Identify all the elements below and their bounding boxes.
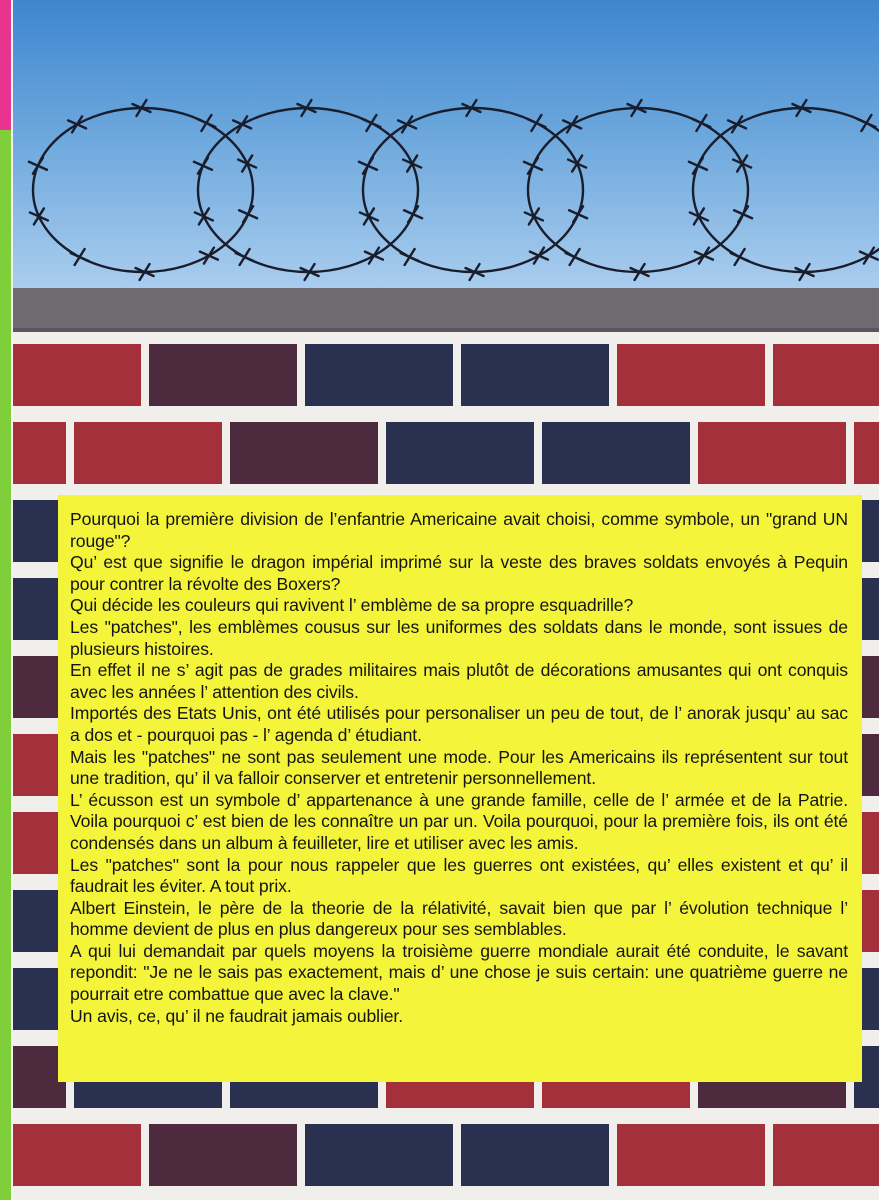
wire-barb <box>401 249 419 265</box>
wire-barb <box>527 115 545 131</box>
wire-barb <box>568 156 586 172</box>
brick <box>230 422 378 484</box>
wire-barb <box>360 208 378 224</box>
brick <box>149 344 297 406</box>
wire-barb <box>566 249 584 265</box>
wire-coil <box>363 108 583 272</box>
wire-barb <box>197 115 215 131</box>
paragraph: Qu’ est que signifie le dragon impérial imprimé sur la veste des braves soldats envoyés à Pequin pour contrer la révolte des Boxers? <box>70 552 848 594</box>
paragraph: En effet il ne s’ agit pas de grades militaires mais plutôt de décorations amusantes qui ont conquis avec les années l’ attention des civils. <box>70 660 848 702</box>
wire-barb <box>195 208 213 224</box>
paragraph: Pourquoi la première division de l’enfantrie Americaine avait choisi, comme symbole, un "grand UN rouge"? <box>70 509 848 551</box>
wire-barb <box>403 156 421 172</box>
wire-barb <box>689 158 707 174</box>
wire-coil <box>198 108 418 272</box>
wire-barb <box>398 116 416 132</box>
wall-coping <box>13 288 879 332</box>
wire-barb <box>239 206 257 222</box>
brick <box>542 422 690 484</box>
wire-barb <box>731 249 749 265</box>
barbed-wire-illustration <box>13 80 879 295</box>
wire-barb <box>525 208 543 224</box>
wire-barb <box>857 115 875 131</box>
wire-barb <box>233 116 251 132</box>
wire-barb <box>563 116 581 132</box>
brick <box>854 422 879 484</box>
brick <box>773 1124 879 1186</box>
brick <box>773 344 879 406</box>
wire-barb <box>365 248 383 264</box>
wire-coil <box>528 108 748 272</box>
wire-barb <box>359 158 377 174</box>
brick <box>617 344 765 406</box>
brick <box>13 1124 141 1186</box>
paragraph: Les "patches" sont la pour nous rappeler que les guerres ont existées, qu’ elles existent et qu’ il faudrait les éviter. A tout prix. <box>70 854 848 897</box>
wire-barb <box>362 115 380 131</box>
brick <box>74 422 222 484</box>
page-edge-green-strip <box>0 130 11 1200</box>
wire-barb <box>238 156 256 172</box>
brick <box>13 344 141 406</box>
brick <box>386 422 534 484</box>
paragraph: Mais les "patches" ne sont pas seulement une mode. Pour les Americains ils représentent sur tout une tradition, qu’ il va falloir conserver et entretenir personnellement. <box>70 746 848 789</box>
paragraph: L’ écusson est un symbole d’ appartenance à une grande famille, celle de l’ armée et de la Patrie. Voila pourquoi c’ est bien de les connaître un par un. Voila pourquoi, pour la première fois, ils ont été condensés dans un album à feuilleter, lire et utiliser avec les amis. <box>70 789 848 853</box>
wire-coil <box>693 108 879 272</box>
page-edge-pink-strip <box>0 0 11 130</box>
brick <box>698 422 846 484</box>
brick <box>305 344 453 406</box>
wire-barb <box>530 248 548 264</box>
wire-barb <box>734 206 752 222</box>
wire-barb <box>200 248 218 264</box>
paragraph: A qui lui demandait par quels moyens la troisième guerre mondiale aurait été conduite, le savant repondit: "Je ne le sais pas exactement, mais d’ une chose je suis certain: une quatrième guerre ne pourrait etre combattue que avec la clave." <box>70 940 848 1005</box>
paragraph: Albert Einstein, le père de la theorie de la rélativité, savait bien que par l’ évolution technique l’ homme devient de plus en plus dangereux pour ses semblables. <box>70 897 848 940</box>
brick <box>13 422 66 484</box>
wire-barb <box>733 156 751 172</box>
wire-barb <box>524 158 542 174</box>
paragraph: Qui décide les couleurs qui ravivent l’ emblème de sa propre esquadrille? <box>70 595 634 616</box>
brick <box>149 1124 297 1186</box>
wire-barb <box>29 158 47 174</box>
brick <box>461 344 609 406</box>
wire-barb <box>692 115 710 131</box>
wire-barb <box>404 206 422 222</box>
paragraph: Les "patches", les emblèmes cousus sur les uniformes des soldats dans le monde, sont issues de plusieurs histoires. <box>70 616 848 659</box>
wire-barb <box>71 249 89 265</box>
wire-barb <box>236 249 254 265</box>
wire-coil <box>33 108 253 272</box>
brick <box>461 1124 609 1186</box>
paragraph: Importés des Etats Unis, ont été utilisés pour personaliser un peu de tout, de l’ anorak jusqu’ au sac a dos et - pourquoi pas - l’ agenda d’ étudiant. <box>70 703 848 745</box>
wire-barb <box>194 158 212 174</box>
wire-barb <box>690 208 708 224</box>
wire-barb <box>695 248 713 264</box>
brick <box>617 1124 765 1186</box>
wire-barb <box>860 248 878 264</box>
text-panel <box>58 495 862 1082</box>
wire-barb <box>569 206 587 222</box>
brick <box>305 1124 453 1186</box>
wire-barb <box>68 116 86 132</box>
wire-barb <box>728 116 746 132</box>
wire-barb <box>30 208 48 224</box>
paragraph: Un avis, ce, qu’ il ne faudrait jamais oublier. <box>70 1005 404 1026</box>
